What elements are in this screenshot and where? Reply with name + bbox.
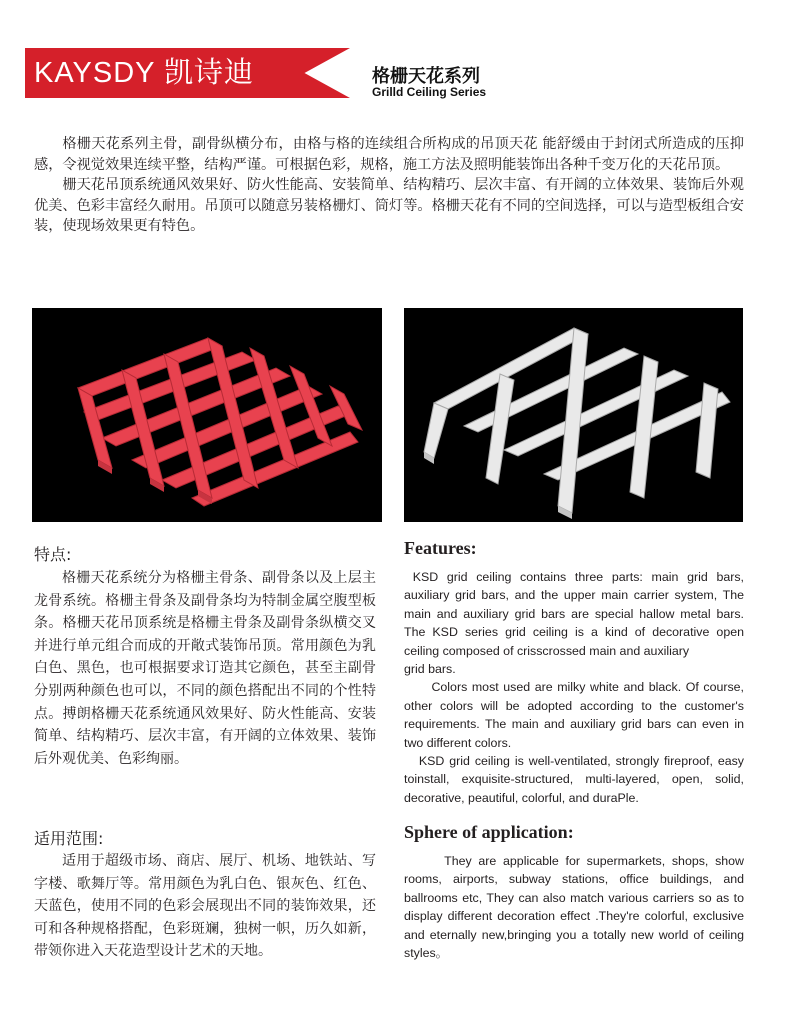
intro-paragraph: 栅天花吊顶系统通风效果好、防火性能高、安装简单、结构精巧、层次丰富、有开阔的立体效果、装饰后外观优美、色彩丰富经久耐用。吊顶可以随意另装格栅灯、筒灯等。格栅天花有不同的空间选择，可以与造型板组合安装，使现场效果更有特色。: [34, 177, 744, 234]
features-paragraph-en: KSD grid ceiling is well-ventilated, strongly fireproof, easy toinstall, exquisite-structured, multi-layered, open, solid, decorative, peautiful, colorful, and duraPle.: [404, 754, 748, 805]
white-grid-illustration: [404, 308, 743, 522]
application-text-en: [404, 852, 748, 962]
features-text-cn: [34, 567, 376, 770]
red-grid-illustration: [32, 308, 382, 522]
application-paragraph-cn: 适用于超级市场、商店、展厅、机场、地铁站、写字楼、歌舞厅等。常用颜色为乳白色、银灰色、红色、天蓝色，使用不同的色彩会展现出不同的装饰效果，还可和各种规格搭配，色彩斑斓，独树一帜，历久如新，带领你进入天花造型设计艺术的天地。: [34, 853, 376, 960]
features-paragraph-en: KSD grid ceiling contains three parts: main grid bars, auxiliary grid bars, and the upper main carrier system, The main and auxiliary grid bars are special hallow metal bars. The KSD series grid ceiling is a kind of decorative open ceiling composed of crisscrossed main and auxiliary: [404, 570, 748, 658]
features-title-en: Features:: [404, 538, 477, 558]
white-grid-ceiling-photo: [404, 308, 743, 522]
application-text-cn: [34, 850, 376, 963]
features-title-cn: 特点:: [34, 545, 72, 564]
page-title-en: Grilld Ceiling Series: [372, 85, 487, 99]
features-paragraph-en: grid bars.: [404, 662, 456, 677]
application-title-cn: 适用范围:: [34, 829, 104, 848]
application-paragraph-en: They are applicable for supermarkets, shops, show rooms, airports, subway stations, office buildings, and ballrooms etc, They can also match various carriers so as to display different decoration effect .They're colorful, exclusive and eternally new,bringing you a totally new world of ceiling styles。: [404, 854, 748, 961]
red-grid-ceiling-photo: [32, 308, 382, 522]
application-title-en: Sphere of application:: [404, 822, 574, 842]
intro-paragraph: 格栅天花系列主骨，副骨纵横分布，由格与格的连续组合所构成的吊顶天花 能舒缓由于封闭式所造成的压抑感，令视觉效果连续平整，结构严谨。可根据色彩，规格，施工方法及照明能装饰出各种千变万化的天花吊顶。: [34, 136, 744, 173]
page-title-cn: 格栅天花系列: [372, 66, 480, 87]
features-text-en: [404, 568, 748, 807]
features-paragraph-cn: 格栅天花系统分为格栅主骨条、副骨条以及上层主龙骨系统。格栅主骨条及副骨条均为特制金属空腹型板条。格栅天花吊顶系统是格栅主骨条及副骨条纵横交叉并进行单元组合而成的开敞式装饰吊顶。常用颜色为乳白色、黑色，也可根据要求订造其它颜色，甚至主副骨分别两种颜色也可以，不同的颜色搭配出不同的个性特点。搏朗格栅天花系统通风效果好、防火性能高、安装简单、结构精巧、层次丰富，有开阔的立体效果、装饰后外观优美、色彩绚丽。: [34, 570, 376, 767]
intro-text: [34, 134, 744, 237]
brand-logo: KAYSDY 凯诗迪: [34, 57, 255, 89]
features-paragraph-en: Colors most used are milky white and black. Of course, other colors will be adopted according to the customer's requirements. The main and auxiliary grid bars can even in two different colors.: [404, 680, 748, 750]
